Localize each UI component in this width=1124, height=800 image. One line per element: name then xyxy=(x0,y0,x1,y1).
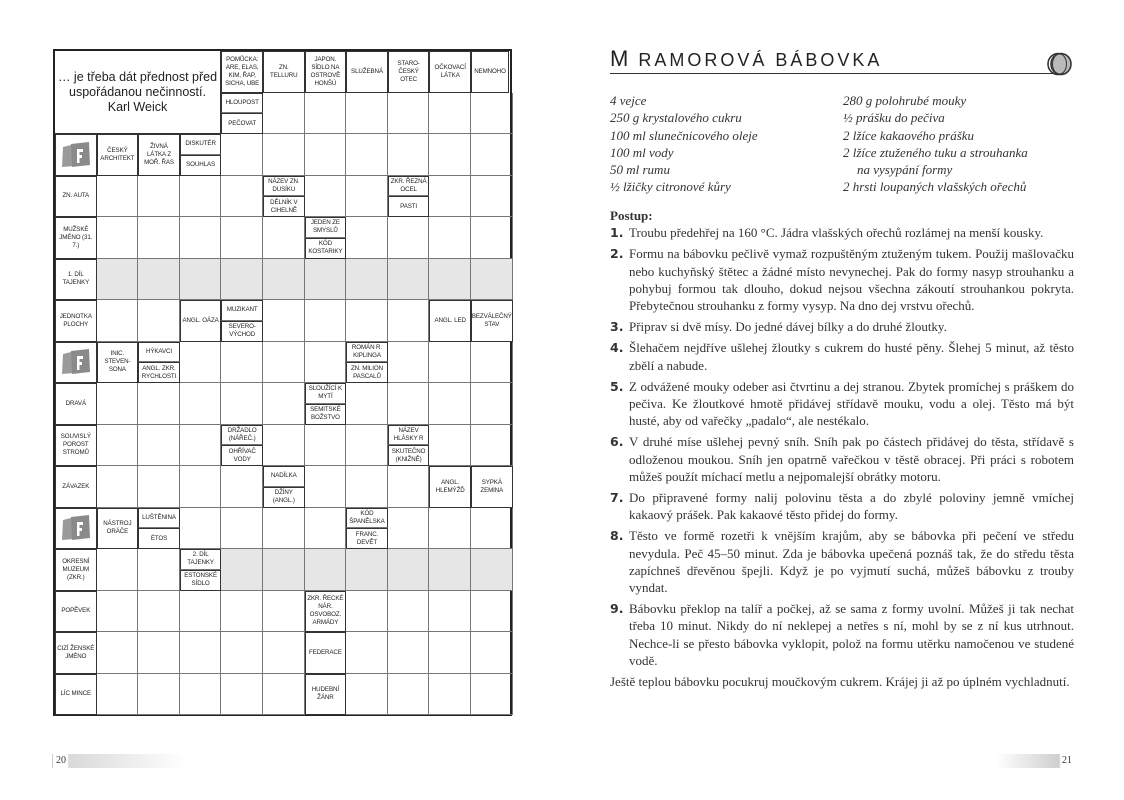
clue-cell: HUDEBNÍ ŽÁNR xyxy=(305,674,347,716)
answer-cell[interactable] xyxy=(305,342,347,384)
publisher-logo-icon xyxy=(55,134,97,176)
answer-cell[interactable] xyxy=(180,259,222,301)
answer-cell[interactable] xyxy=(305,176,347,218)
answer-cell[interactable] xyxy=(97,176,139,218)
clue-cell: ÉTOS xyxy=(138,528,180,549)
answer-cell[interactable] xyxy=(388,508,430,550)
clue-cell: ZN. TELLURU xyxy=(263,51,305,93)
answer-cell[interactable] xyxy=(138,259,180,301)
clue-cell: ROMÁN R. KIPLINGA xyxy=(346,342,388,363)
clue-cell: NADÍLKA xyxy=(263,466,305,487)
clue-cell: SLUŽEBNÁ xyxy=(346,51,388,93)
clue-cell: STARO-ČESKÝ OTEC xyxy=(388,51,430,93)
clue-cell: POPĚVEK xyxy=(55,591,97,633)
answer-cell[interactable] xyxy=(180,674,222,716)
clue-cell: ANGL. ZKR. RYCHLOSTI xyxy=(138,362,180,383)
answer-cell[interactable] xyxy=(138,591,180,633)
answer-cell[interactable] xyxy=(346,217,388,259)
answer-cell[interactable] xyxy=(346,674,388,716)
answer-cell[interactable] xyxy=(138,383,180,425)
clue-cell: 2. DÍL TAJENKY xyxy=(180,549,222,570)
method-section xyxy=(610,207,1074,690)
answer-cell[interactable] xyxy=(346,134,388,176)
ingredient-item: 2 lžíce kakaového prášku xyxy=(843,127,975,143)
clue-cell: LUŠTĚNINA xyxy=(138,508,180,529)
answer-cell[interactable] xyxy=(221,674,263,716)
ingredient-item: na vysypání formy xyxy=(857,162,953,178)
answer-cell[interactable] xyxy=(346,300,388,342)
answer-cell[interactable] xyxy=(346,93,388,135)
ingredient-item: 50 ml rumu xyxy=(610,162,670,178)
step-text: Do připravené formy nalij polovinu těsta a do zbylé poloviny jemně vmíchej kakaový prášek. Pak kakaové těsto přidej do formy. xyxy=(629,490,1074,523)
ingredient-item: ½ prášku do pečiva xyxy=(843,110,945,126)
clue-cell: ŽIVNÁ LÁTKA Z MOŘ. ŘAS xyxy=(138,134,180,176)
answer-cell[interactable] xyxy=(429,342,471,384)
ingredient-item: 2 hrsti loupaných vlašských ořechů xyxy=(843,179,1027,195)
ingredient-item: 250 g krystalového cukru xyxy=(610,110,742,126)
answer-cell[interactable] xyxy=(388,466,430,508)
answer-cell[interactable] xyxy=(471,425,513,467)
answer-cell[interactable] xyxy=(97,300,139,342)
step-text: Šlehačem nejdříve ušlehej žloutky s cukrem do husté pěny. Šlehej 5 minut, až těsto zbělí a nabude. xyxy=(629,340,1074,373)
clue-cell: ZN. AUTA xyxy=(55,176,97,218)
right-page xyxy=(562,0,1124,800)
answer-cell[interactable] xyxy=(346,176,388,218)
answer-cell[interactable] xyxy=(305,259,347,301)
answer-cell[interactable] xyxy=(221,342,263,384)
answer-cell[interactable] xyxy=(346,425,388,467)
answer-cell[interactable] xyxy=(429,632,471,674)
answer-cell[interactable] xyxy=(97,466,139,508)
answer-cell[interactable] xyxy=(138,425,180,467)
title-underline xyxy=(610,73,1060,74)
answer-cell[interactable] xyxy=(429,674,471,716)
answer-cell[interactable] xyxy=(138,549,180,591)
answer-cell[interactable] xyxy=(97,591,139,633)
answer-cell[interactable] xyxy=(471,93,513,135)
ingredient-item: 100 ml vody xyxy=(610,144,674,160)
answer-cell[interactable] xyxy=(138,217,180,259)
answer-cell[interactable] xyxy=(180,383,222,425)
method-heading: Postup: xyxy=(610,208,653,223)
step-text: Těsto ve formě rozetři k vnějším krajům, aby se bábovka při pečení ve středu nevydula. Peč 45–50 minut. Zda je bábovka upečená poznáš tak, že do středu těsta zapíchneš dřevěnou špejli. Když je po vyjmutí suchá, můžeš bábovku z trouby vyndat. xyxy=(629,528,1074,596)
step-number: 4. xyxy=(610,340,624,356)
answer-cell[interactable] xyxy=(97,549,139,591)
method-step xyxy=(610,489,1074,523)
step-number: 7. xyxy=(610,490,624,506)
clue-cell: KÓD KOSTARIKY xyxy=(305,238,347,259)
clue-cell: HLOUPOST xyxy=(221,93,263,114)
step-text: Bábovku překlop na talíř a počkej, až se sama z formy uvolní. Můžeš ji tak nechat třeba 10 minut. Nikdy do ní neklepej a netřes s ní, mohl by se z ní kus utrhnout. Nechce-li se přesto bábovka vyklopit, polož na formu utěrku namočenou ve studené vodě. xyxy=(629,601,1074,668)
answer-cell[interactable] xyxy=(180,176,222,218)
answer-cell[interactable] xyxy=(305,549,347,591)
step-text: V druhé míse ušlehej pevný sníh. Sníh pak po částech přidávej do těsta, střídavě s odloženou moukou. Sníh jen opatrně vařečkou v těstě obracej. Při práci s robotem můžeš použít míchací metlu a nejpomalejší obrátky motoru. xyxy=(629,434,1074,484)
answer-cell[interactable] xyxy=(180,466,222,508)
answer-cell[interactable] xyxy=(388,674,430,716)
answer-cell[interactable] xyxy=(263,508,305,550)
clue-cell: ZKR. ŘECKÉ NÁR. OSVOBOZ. ARMÁDY xyxy=(305,591,347,633)
answer-cell[interactable] xyxy=(471,508,513,550)
answer-cell[interactable] xyxy=(138,632,180,674)
answer-cell[interactable] xyxy=(263,217,305,259)
answer-cell[interactable] xyxy=(429,591,471,633)
answer-cell[interactable] xyxy=(388,383,430,425)
clue-cell: SEMITSKÉ BOŽSTVO xyxy=(305,404,347,425)
ingredient-item: 4 vejce xyxy=(610,93,647,108)
closing-note: Ještě teplou bábovku pocukruj moučkovým cukrem. Krájej ji až po úplném vychladnutí. xyxy=(610,674,1070,690)
clue-cell: MUŽSKÉ JMÉNO (31. 7.) xyxy=(55,217,97,259)
ingredients-list-right xyxy=(843,92,1028,196)
answer-cell[interactable] xyxy=(221,591,263,633)
answer-cell[interactable] xyxy=(263,93,305,135)
answer-cell[interactable] xyxy=(346,466,388,508)
answer-cell[interactable] xyxy=(263,300,305,342)
clue-cell: JAPON. SÍDLO NA OSTROVĚ HONŠÚ xyxy=(305,51,347,93)
step-text: Z odvážené mouky odeber asi čtvrtinu a dej stranou. Zbytek promíchej s práškem do pečiva. Ke žloutkové hmotě přidávej střídavě mouku, vodu a olej. Těsto má být husté, aby od vařečky „padalo“, ale nestékalo. xyxy=(629,378,1074,429)
method-step xyxy=(610,433,1074,485)
answer-cell[interactable] xyxy=(263,591,305,633)
answer-cell[interactable] xyxy=(388,549,430,591)
answer-cell[interactable] xyxy=(263,134,305,176)
answer-cell[interactable] xyxy=(263,259,305,301)
answer-cell[interactable] xyxy=(471,674,513,716)
clue-cell: ANGL. HLEMÝŽĎ xyxy=(429,466,471,508)
clue-cell: ANGL. OÁZA xyxy=(180,300,222,342)
clue-cell: ČESKÝ ARCHITEKT xyxy=(97,134,139,176)
answer-cell[interactable] xyxy=(221,549,263,591)
answer-cell[interactable] xyxy=(471,549,513,591)
answer-cell[interactable] xyxy=(263,383,305,425)
clue-cell: PEČOVAT xyxy=(221,113,263,134)
recipe-title xyxy=(610,46,882,72)
ingredient-item: ½ lžičky citronové kůry xyxy=(610,179,731,195)
page-number-left: 20 xyxy=(52,754,186,768)
clue-cell: 1. DÍL TAJENKY xyxy=(55,259,97,301)
step-number: 3. xyxy=(610,319,624,335)
answer-cell[interactable] xyxy=(346,591,388,633)
answer-cell[interactable] xyxy=(471,176,513,218)
quote-line-2: uspořádanou nečinností. xyxy=(69,84,206,99)
answer-cell[interactable] xyxy=(429,176,471,218)
clue-cell: NÁZEV ZN. DUSÍKU xyxy=(263,176,305,197)
clue-cell: NÁZEV HLÁSKY R xyxy=(388,425,430,446)
ingredient-item: 280 g polohrubé mouky xyxy=(843,93,967,108)
answer-cell[interactable] xyxy=(388,632,430,674)
answer-cell[interactable] xyxy=(263,632,305,674)
clue-cell: SEVERO-VÝCHOD xyxy=(221,321,263,342)
answer-cell[interactable] xyxy=(180,632,222,674)
answer-cell[interactable] xyxy=(138,674,180,716)
answer-cell[interactable] xyxy=(305,134,347,176)
clue-cell: SOUHLAS xyxy=(180,155,222,176)
answer-cell[interactable] xyxy=(305,300,347,342)
method-step xyxy=(610,527,1074,596)
answer-cell[interactable] xyxy=(263,425,305,467)
answer-cell[interactable] xyxy=(263,674,305,716)
answer-cell[interactable] xyxy=(388,259,430,301)
answer-cell[interactable] xyxy=(305,508,347,550)
clue-cell: MUZIKANT xyxy=(221,300,263,321)
method-step xyxy=(610,318,1074,335)
answer-cell[interactable] xyxy=(471,134,513,176)
answer-cell[interactable] xyxy=(471,342,513,384)
answer-cell[interactable] xyxy=(429,425,471,467)
bundt-cake-icon xyxy=(1045,52,1075,76)
answer-cell[interactable] xyxy=(388,93,430,135)
answer-cell[interactable] xyxy=(97,632,139,674)
clue-cell: OKRESNÍ MUZEUM (ZKR.) xyxy=(55,549,97,591)
answer-cell[interactable] xyxy=(388,217,430,259)
ingredient-item: 100 ml slunečnicového oleje xyxy=(610,127,758,143)
answer-cell[interactable] xyxy=(305,425,347,467)
answer-cell[interactable] xyxy=(388,342,430,384)
title-rest: RAMOROVÁ BÁBOVKA xyxy=(638,50,883,70)
step-text: Formu na bábovku pečlivě vymaž rozpuštěným ztuženým tukem. Použij mašlovačku nebo kuchyňský štětec a žádné místo nevynechej. Pak do formy nasyp strouhanku a pohybuj formou tak dlouho, dokud nejsou všechna zákoutí strouhankou pokryta. Přebytečnou strouhanku z formy vysyp. Na dno dej vrstvu ořechů. xyxy=(629,246,1074,314)
answer-cell[interactable] xyxy=(180,425,222,467)
clue-cell: DĚLNÍK V CIHELNĚ xyxy=(263,196,305,217)
clue-cell: OČKOVACÍ LÁTKA xyxy=(429,51,471,93)
answer-cell[interactable] xyxy=(388,591,430,633)
answer-cell[interactable] xyxy=(97,674,139,716)
step-number: 8. xyxy=(610,528,624,544)
answer-cell[interactable] xyxy=(388,300,430,342)
answer-cell[interactable] xyxy=(221,259,263,301)
answer-cell[interactable] xyxy=(305,466,347,508)
answer-cell[interactable] xyxy=(97,383,139,425)
answer-cell[interactable] xyxy=(97,217,139,259)
answer-cell[interactable] xyxy=(346,259,388,301)
page-number-right: 21 xyxy=(996,754,1075,768)
clue-cell: ZN. MILION PASCALŮ xyxy=(346,362,388,383)
answer-cell[interactable] xyxy=(429,549,471,591)
clue-cell: SKUTEČNO (KNIŽNĚ) xyxy=(388,445,430,466)
clue-cell: SOUVISLÝ POROST STROMŮ xyxy=(55,425,97,467)
clue-cell: BEZVÁLEČNÝ STAV xyxy=(471,300,513,342)
crossword-grid xyxy=(53,49,512,716)
answer-cell[interactable] xyxy=(471,591,513,633)
step-text: Připrav si dvě mísy. Do jedné dávej bílky a do druhé žloutky. xyxy=(629,319,947,335)
step-text: Troubu předehřej na 160 °C. Jádra vlašských ořechů rozlámej na menší kousky. xyxy=(629,225,1044,241)
publisher-logo-icon xyxy=(55,508,97,550)
answer-cell[interactable] xyxy=(221,466,263,508)
publisher-logo-icon xyxy=(55,342,97,384)
answer-cell[interactable] xyxy=(97,425,139,467)
method-step xyxy=(610,600,1074,669)
answer-cell[interactable] xyxy=(180,508,222,550)
clue-cell: NÁSTROJ ORÁČE xyxy=(97,508,139,550)
clue-cell: FEDERACE xyxy=(305,632,347,674)
answer-cell[interactable] xyxy=(138,300,180,342)
answer-cell[interactable] xyxy=(429,217,471,259)
clue-cell: SYPKÁ ZEMINA xyxy=(471,466,513,508)
clue-cell: DŽÍNY (ANGL.) xyxy=(263,487,305,508)
clue-cell: NEMNOHO xyxy=(471,51,509,93)
answer-cell[interactable] xyxy=(471,383,513,425)
clue-cell: DRAVÁ xyxy=(55,383,97,425)
answer-cell[interactable] xyxy=(138,466,180,508)
method-step xyxy=(610,224,1074,241)
step-number: 6. xyxy=(610,434,624,450)
method-step xyxy=(610,245,1074,314)
answer-cell[interactable] xyxy=(180,591,222,633)
method-step xyxy=(610,378,1074,430)
answer-cell[interactable] xyxy=(180,342,222,384)
clue-cell: FRANC. DEVĚT xyxy=(346,528,388,549)
ingredient-item: 2 lžíce ztuženého tuku a strouhanka xyxy=(843,144,1028,160)
answer-cell[interactable] xyxy=(429,259,471,301)
answer-cell[interactable] xyxy=(180,217,222,259)
clue-cell: ZKR. ŘEZNÁ OCEL xyxy=(388,176,430,197)
clue-cell: ESTONSKÉ SÍDLO xyxy=(180,570,222,591)
answer-cell[interactable] xyxy=(263,549,305,591)
answer-cell[interactable] xyxy=(346,383,388,425)
answer-cell[interactable] xyxy=(138,176,180,218)
step-number: 2. xyxy=(610,246,624,262)
answer-cell[interactable] xyxy=(429,508,471,550)
clue-cell: JEDNOTKA PLOCHY xyxy=(55,300,97,342)
answer-cell[interactable] xyxy=(221,632,263,674)
clue-cell: LÍC MINCE xyxy=(55,674,97,716)
clue-cell: ZÁVAZEK xyxy=(55,466,97,508)
answer-cell[interactable] xyxy=(221,508,263,550)
clue-cell: DRŽADLO (NÁŘEČ.) xyxy=(221,425,263,446)
answer-cell[interactable] xyxy=(471,259,513,301)
clue-cell: DISKUTÉR xyxy=(180,134,222,155)
answer-cell[interactable] xyxy=(346,632,388,674)
quote-line-1: … je třeba dát přednost před xyxy=(57,69,218,84)
step-number: 5. xyxy=(610,378,624,394)
answer-cell[interactable] xyxy=(221,383,263,425)
crossword-quote xyxy=(55,51,221,134)
step-number: 1. xyxy=(610,225,624,241)
clue-cell: PASTI xyxy=(388,196,430,217)
quote-author: Karl Weick xyxy=(107,99,168,114)
answer-cell[interactable] xyxy=(471,632,513,674)
method-step xyxy=(610,339,1074,373)
answer-cell[interactable] xyxy=(221,217,263,259)
clue-cell: OHŘÍVAČ VODY xyxy=(221,445,263,466)
answer-cell[interactable] xyxy=(429,383,471,425)
answer-cell[interactable] xyxy=(346,549,388,591)
answer-cell[interactable] xyxy=(388,134,430,176)
answer-cell[interactable] xyxy=(429,134,471,176)
answer-cell[interactable] xyxy=(429,93,471,135)
clue-cell: HÝKAVCI xyxy=(138,342,180,363)
answer-cell[interactable] xyxy=(263,342,305,384)
step-number: 9. xyxy=(610,601,624,617)
clue-cell: POMŮCKA: ARE, ELAS, KIM, ŘAP, SICHA, UBE xyxy=(221,51,263,93)
clue-cell: ANGL. LED xyxy=(429,300,471,342)
answer-cell[interactable] xyxy=(471,217,513,259)
answer-cell[interactable] xyxy=(305,93,347,135)
answer-cell[interactable] xyxy=(221,176,263,218)
clue-cell: JEDEN ZE SMYSLŮ xyxy=(305,217,347,238)
answer-cell[interactable] xyxy=(97,259,139,301)
ingredients-list-left xyxy=(610,92,758,196)
clue-cell: CIZÍ ŽENSKÉ JMÉNO xyxy=(55,632,97,674)
title-initial: M xyxy=(610,46,631,71)
clue-cell: SLOUŽÍCÍ K MYTÍ xyxy=(305,383,347,404)
clue-cell: INIC. STEVEN-SONA xyxy=(97,342,139,384)
clue-cell: KÓD ŠPANĚLSKA xyxy=(346,508,388,529)
answer-cell[interactable] xyxy=(221,134,263,176)
